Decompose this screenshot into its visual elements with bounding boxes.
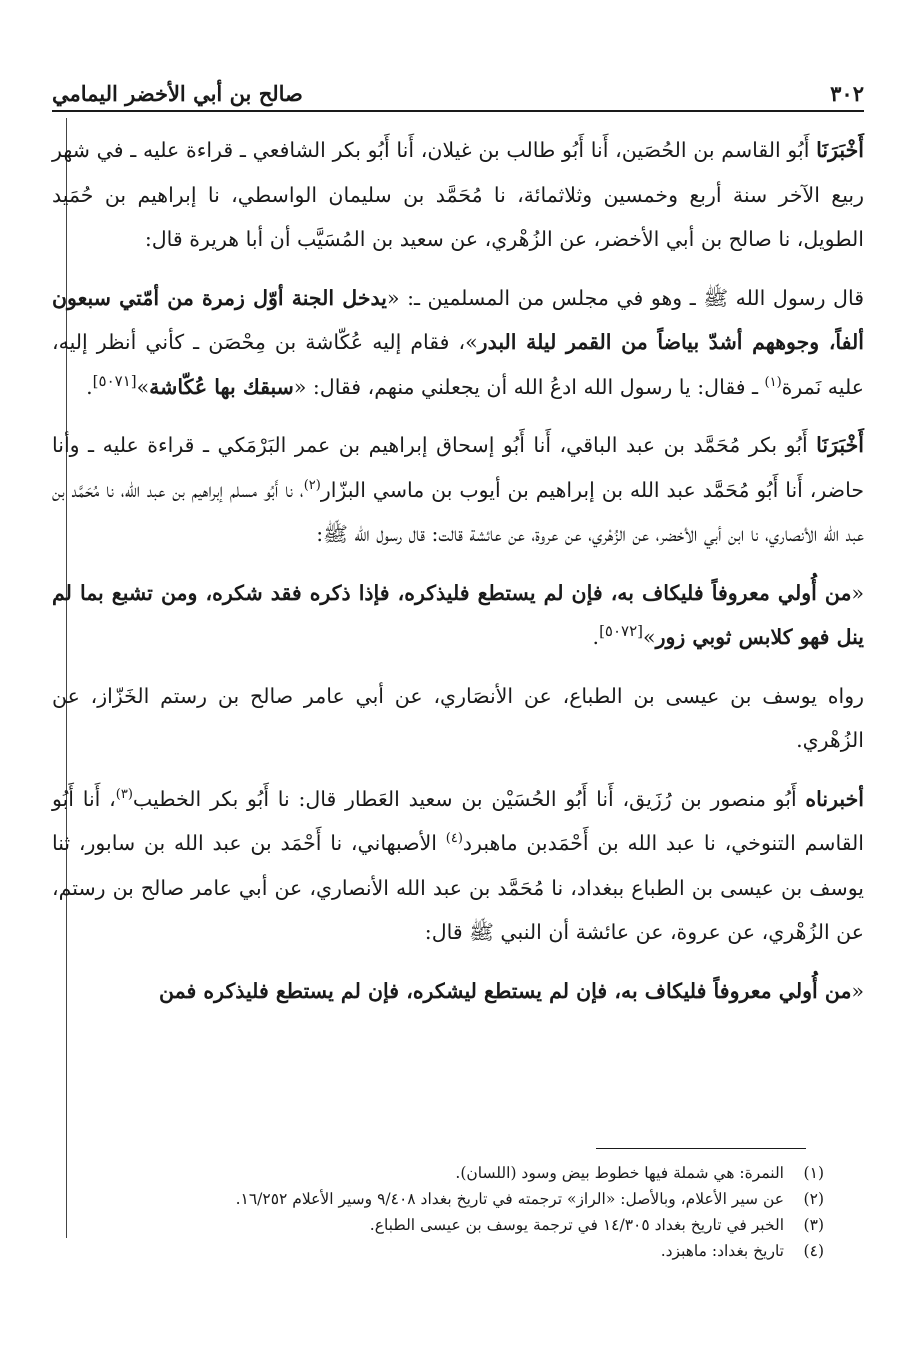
footnote (52, 1212, 824, 1238)
paragraph-text: أَبُو منصور بن رُزَيق، أَنا أَبُو الحُسَيْن بن سعيد العَطار قال: نا أَبُو بكر الخطيب (132, 786, 797, 811)
main-text (52, 128, 864, 1027)
paragraph-1 (52, 128, 864, 262)
footnote (52, 1186, 824, 1212)
footnote-number: (٤) (803, 1242, 824, 1260)
narration-lead: أَخْبَرَنَا (816, 433, 864, 457)
paragraph-text: قال رسول الله ﷺ ـ وهو في مجلس من المسلمين ـ: « (386, 285, 864, 310)
quote-open: « (851, 580, 864, 605)
hadith-number: [٥٠٧١] (92, 371, 137, 390)
quote-open: « (851, 978, 864, 1003)
running-title: صالح بن أبي الأخضر اليمامي (52, 81, 303, 106)
page-header (52, 66, 864, 106)
footnote-marker: (٤) (445, 831, 463, 847)
footnote (52, 1160, 824, 1186)
footnote-number: (٣) (803, 1216, 824, 1234)
footnote-text: الخبر في تاريخ بغداد ١٤/٣٠٥ في ترجمة يوسف بن عيسى الطباع. (369, 1216, 784, 1234)
paragraph-text: ، نا أَبُو مسلم إبراهيم بن عبد الله، نا مُحَمَّد بن عبد الله الأنصاري، نا ابن أبي الأخضر، عن الزُهْري، عن عروة، عن عائشة قالت: قال رسول الله ﷺ: (52, 477, 864, 546)
paragraph-7 (52, 969, 864, 1014)
paragraph-4 (52, 571, 864, 660)
page-number: ٣٠٢ (830, 81, 864, 106)
paragraph-6 (52, 777, 864, 955)
footnote-number: (١) (803, 1164, 824, 1182)
period: . (86, 374, 93, 399)
header-rule (52, 110, 864, 112)
hadith-number: [٥٠٧٢] (599, 622, 644, 641)
hadith-text: من أُولي معروفاً فليكاف به، فإن لم يستطع ليشكره، فإن لم يستطع فليذكره فمن (159, 978, 852, 1003)
narration-lead: أخبرناه (805, 786, 864, 811)
paragraph-text: ـ فقال: يا رسول الله ادعُ الله أن يجعلني منهم، فقال: « (293, 374, 765, 399)
footnote (52, 1238, 824, 1264)
paragraph-text: ، أَنا أَبُو القاسم التنوخي، نا عبد الله بن أَحْمَدبن ماهبرد (52, 786, 865, 855)
footnote-text: النمرة: هي شملة فيها خطوط بيض وسود (اللسان). (455, 1164, 784, 1182)
narration-lead: أَخْبَرَنَا (816, 138, 864, 162)
paragraph-text: أَبُو بكر مُحَمَّد بن عبد الباقي، أَنا أَبُو إسحاق إبراهيم بن عمر البَرْمَكي ـ قراءة عليه ـ وأنا حاضر، أَنا أَبُو مُحَمَّد عبد الله بن إبراهيم بن أيوب بن ماسي البزّار (52, 433, 864, 502)
paragraph-text: رواه يوسف بن عيسى بن الطباع، عن الأنصَاري، عن أبي عامر صالح بن رستم الخَزّاز، عن الزُهْري. (52, 683, 864, 752)
quote-close: » (643, 625, 656, 649)
paragraph-text: أَبُو القاسم بن الحُصَين، أَنا أَبُو طالب بن غيلان، أَنا أَبُو بكر الشافعي ـ قراءة عليه ـ في شهر ربيع الآخر سنة أربع وخمسين وثلاثمائة، نا مُحَمَّد بن سليمان الواسطي، نا إبراهيم بن حُمَيد الطويل، نا صالح بن أبي الأخضر، عن الزُهْري، عن سعيد بن المُسَيَّب أن أبا هريرة قال: (52, 138, 864, 251)
footnote-text: عن سير الأعلام، وبالأصل: «الراز» ترجمته في تاريخ بغداد ٩/٤٠٨ وسير الأعلام ١٦/٢٥٢. (235, 1190, 784, 1208)
footnote-marker: (٢) (303, 477, 321, 493)
footnote-rule (596, 1148, 806, 1149)
paragraph-2 (52, 276, 864, 410)
paragraph-text: »، فقام إليه عُكّاشة بن مِحْصَن ـ كأني أنظر إليه، عليه نَمرة (52, 330, 864, 399)
footnote-marker: (٣) (115, 786, 133, 802)
hadith-text: سبقك بها عُكّاشة (149, 374, 294, 399)
paragraph-text: الأصبهاني، نا أَحْمَد بن عبد الله بن سابور، ثنا يوسف بن عيسى بن الطباع ببغداد، نا مُحَمَّد بن عبد الله الأنصاري، عن أبي عامر صالح بن رستم، عن الزُهْري، عن عروة، عن عائشة أن النبي ﷺ قال: (52, 831, 864, 944)
quote-close: » (136, 374, 150, 399)
period: . (592, 625, 600, 649)
footnote-text: تاريخ بغداد: ماهبزد. (660, 1242, 784, 1260)
paragraph-3 (52, 423, 864, 557)
paragraph-5 (52, 674, 864, 763)
footnotes (52, 1160, 824, 1264)
hadith-text: يدخل الجنة أوّل زمرة من أمّتي سبعون ألفاً، وجوههم أشدّ بياضاً من القمر ليلة البدر (52, 285, 864, 354)
footnote-marker: (١) (764, 374, 782, 390)
footnote-number: (٢) (803, 1190, 824, 1208)
hadith-text: من أُولي معروفاً فليكاف به، فإن لم يستطع فليذكره، فإذا ذكره فقد شكره، ومن تشبع بما لم ينل فهو كلابس ثوبي زور (52, 580, 864, 649)
